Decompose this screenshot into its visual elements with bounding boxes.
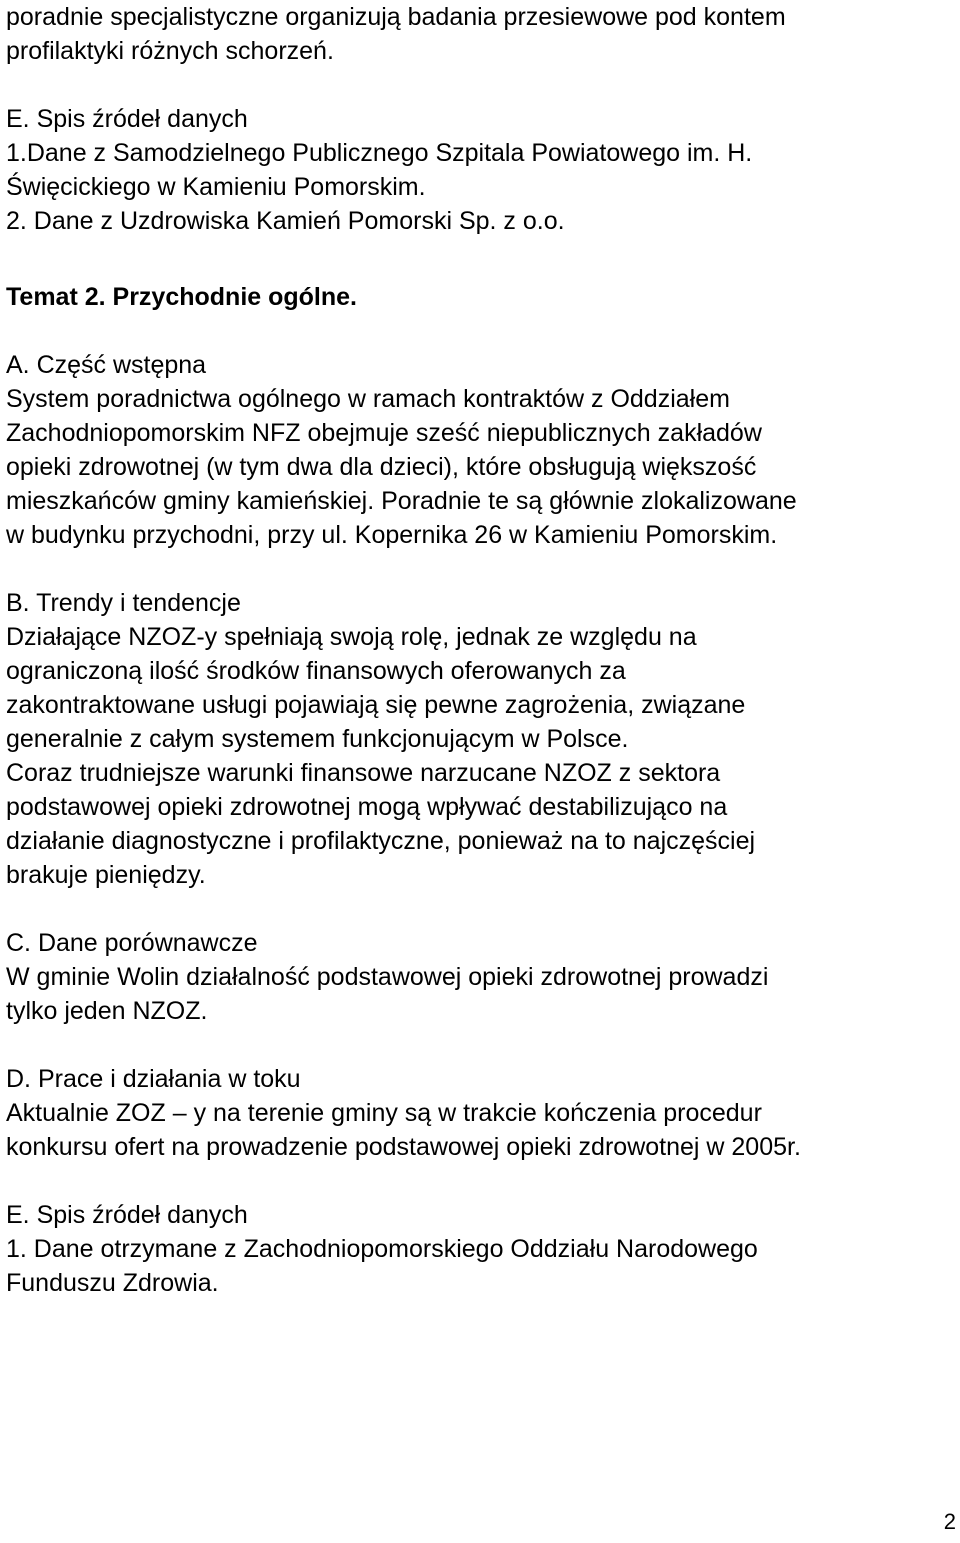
spacer xyxy=(6,552,956,586)
text-line: Zachodniopomorskim NFZ obejmuje sześć niepublicznych zakładów xyxy=(6,419,762,447)
intro-paragraph xyxy=(6,0,956,68)
text-line: System poradnictwa ogólnego w ramach kontraktów z Oddziałem xyxy=(6,385,730,413)
spacer xyxy=(6,238,956,280)
text-line: zakontraktowane usługi pojawiają się pewne zagrożenia, związane xyxy=(6,691,746,719)
text-line: poradnie specjalistyczne organizują badania przesiewowe pod kontem xyxy=(6,3,786,31)
document-page xyxy=(6,0,956,1300)
text-line: 2. Dane z Uzdrowiska Kamień Pomorski Sp. z o.o. xyxy=(6,207,565,235)
section-heading: D. Prace i działania w toku xyxy=(6,1065,301,1093)
section-heading: A. Część wstępna xyxy=(6,351,207,379)
text-line: w budynku przychodni, przy ul. Kopernika 26 w Kamieniu Pomorskim. xyxy=(6,521,778,549)
text-line: 1.Dane z Samodzielnego Publicznego Szpitala Powiatowego im. H. xyxy=(6,139,753,167)
text-line: W gminie Wolin działalność podstawowej opieki zdrowotnej prowadzi xyxy=(6,963,769,991)
text-line: tylko jeden NZOZ. xyxy=(6,997,208,1025)
text-line: podstawowej opieki zdrowotnej mogą wpływać destabilizująco na xyxy=(6,793,728,821)
spacer xyxy=(6,1164,956,1198)
section-heading: E. Spis źródeł danych xyxy=(6,1201,248,1229)
text-line: Funduszu Zdrowia. xyxy=(6,1269,219,1297)
section-a xyxy=(6,348,956,552)
spacer xyxy=(6,68,956,102)
sources-section-2 xyxy=(6,1198,956,1300)
section-heading: C. Dane porównawcze xyxy=(6,929,258,957)
text-line: Działające NZOZ-y spełniają swoją rolę, jednak ze względu na xyxy=(6,623,697,651)
text-line: brakuje pieniędzy. xyxy=(6,861,206,889)
spacer xyxy=(6,892,956,926)
text-line: 1. Dane otrzymane z Zachodniopomorskiego Oddziału Narodowego xyxy=(6,1235,758,1263)
spacer xyxy=(6,314,956,348)
text-line: opieki zdrowotnej (w tym dwa dla dzieci), które obsługują większość xyxy=(6,453,757,481)
section-c xyxy=(6,926,956,1028)
topic-title: Temat 2. Przychodnie ogólne. xyxy=(6,283,357,311)
section-heading: B. Trendy i tendencje xyxy=(6,589,241,617)
text-line: konkursu ofert na prowadzenie podstawowej opieki zdrowotnej w 2005r. xyxy=(6,1133,801,1161)
text-line: profilaktyki różnych schorzeń. xyxy=(6,37,334,65)
text-line: mieszkańców gminy kamieńskiej. Poradnie te są głównie zlokalizowane xyxy=(6,487,797,515)
section-heading: E. Spis źródeł danych xyxy=(6,105,248,133)
text-line: działanie diagnostyczne i profilaktyczne, ponieważ na to najczęściej xyxy=(6,827,756,855)
page-number: 2 xyxy=(943,1509,956,1534)
text-line: Święcickiego w Kamieniu Pomorskim. xyxy=(6,173,426,201)
section-d xyxy=(6,1062,956,1164)
spacer xyxy=(6,1028,956,1062)
text-line: generalnie z całym systemem funkcjonującym w Polsce. xyxy=(6,725,629,753)
section-b xyxy=(6,586,956,892)
text-line: Aktualnie ZOZ – y na terenie gminy są w trakcie kończenia procedur xyxy=(6,1099,762,1127)
text-line: Coraz trudniejsze warunki finansowe narzucane NZOZ z sektora xyxy=(6,759,721,787)
sources-section-1 xyxy=(6,102,956,238)
text-line: ograniczoną ilość środków finansowych oferowanych za xyxy=(6,657,626,685)
